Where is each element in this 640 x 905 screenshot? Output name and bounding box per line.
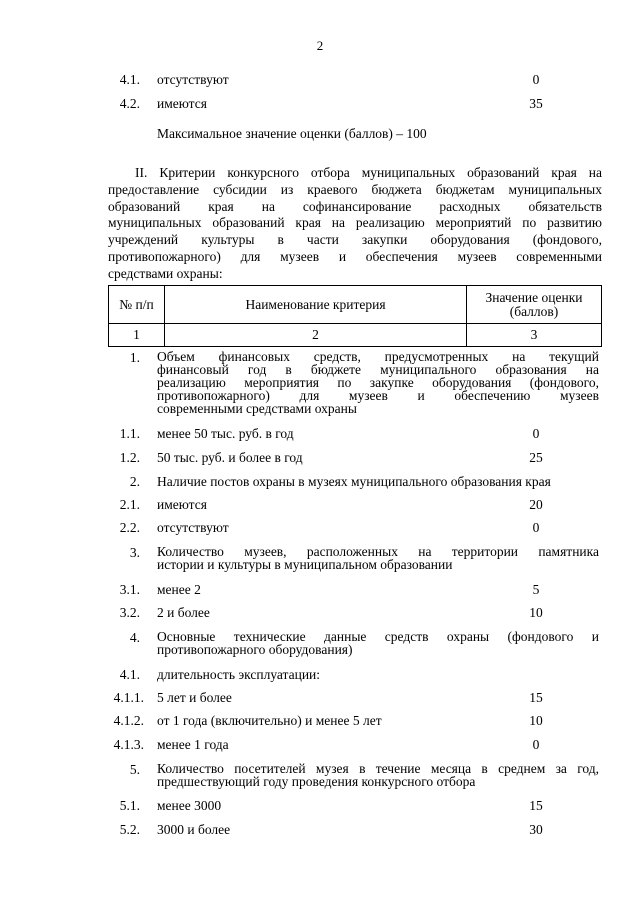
header-criterion: Наименование критерия bbox=[165, 286, 467, 324]
criteria-row-value: 0 bbox=[532, 520, 540, 535]
criteria-row-text: менее 1 года bbox=[157, 737, 229, 752]
criteria-row-text: менее 3000 bbox=[157, 798, 222, 813]
criteria-row-text: имеются bbox=[157, 497, 207, 512]
criteria-table-header bbox=[108, 285, 602, 347]
header-number: № п/п bbox=[109, 286, 165, 324]
criteria-row-number: 4.1.1. bbox=[113, 690, 144, 705]
top-row-number: 4.2. bbox=[119, 96, 140, 111]
top-row-text: имеются bbox=[157, 96, 207, 111]
criteria-row-text: отсутствуют bbox=[157, 520, 229, 535]
criteria-row-value: 15 bbox=[529, 798, 543, 813]
criteria-row-text: Наличие постов охраны в музеях муниципального образования края bbox=[157, 474, 551, 489]
criteria-row-number: 2.2. bbox=[119, 520, 140, 535]
criteria-row-text: 3000 и более bbox=[157, 822, 231, 837]
section-heading-line: муниципальных образований края на реализацию мероприятий по развитию bbox=[108, 215, 602, 231]
criteria-row-number: 4.1.2. bbox=[113, 713, 144, 728]
col-number-2: 2 bbox=[165, 324, 467, 347]
top-row-value: 35 bbox=[529, 96, 543, 111]
criteria-row-text: 5 лет и более bbox=[157, 690, 232, 705]
section-heading-line: предоставление субсидии из краевого бюджета бюджетам муниципальных bbox=[108, 181, 602, 197]
criteria-row-value: 0 bbox=[532, 426, 540, 441]
criteria-row-number: 1.2. bbox=[119, 450, 140, 465]
criteria-row-text: от 1 года (включительно) и менее 5 лет bbox=[157, 713, 382, 728]
criteria-row-number: 3.1. bbox=[119, 582, 140, 597]
section-heading-line: II. Критерии конкурсного отбора муниципальных образований края на bbox=[135, 165, 602, 180]
criteria-row-value: 10 bbox=[529, 713, 543, 728]
criteria-row-text: Объем финансовых средств, предусмотренных на текущий финансовый год в бюджете муниципального образования на реализацию мероприятия по закупке оборудования (фондового, противопожарного) для музеев и обеспечению музеев современными средствами охраны bbox=[157, 349, 599, 416]
criteria-row-text: менее 2 bbox=[157, 582, 201, 597]
criteria-row-number: 1.1. bbox=[119, 426, 140, 441]
criteria-row-value: 25 bbox=[529, 450, 543, 465]
section-heading-line: средствами охраны: bbox=[108, 265, 223, 281]
criteria-row-text: Количество музеев, расположенных на территории памятника истории и культуры в муниципальном образовании bbox=[157, 544, 599, 572]
criteria-row-value: 15 bbox=[529, 690, 543, 705]
criteria-row-value: 20 bbox=[529, 497, 543, 512]
criteria-row-number: 1. bbox=[129, 350, 140, 365]
top-row-value: 0 bbox=[532, 72, 540, 87]
criteria-row-text: Количество посетителей музея в течение месяца в среднем за год, предшествующий году проведения конкурсного отбора bbox=[157, 761, 599, 789]
criteria-row-number: 2. bbox=[129, 474, 140, 489]
section-heading bbox=[108, 165, 602, 283]
top-row-number: 4.1. bbox=[119, 72, 140, 87]
criteria-row-number: 3. bbox=[129, 545, 140, 560]
criteria-row-number: 5. bbox=[129, 762, 140, 777]
section-heading-line: противопожарного) для музеев и обеспечения музеев современными bbox=[108, 248, 602, 264]
criteria-row-value: 30 bbox=[529, 822, 543, 837]
criteria-row-number: 2.1. bbox=[119, 497, 140, 512]
criteria-row-text: 2 и более bbox=[157, 605, 210, 620]
section-heading-line: учреждений культуры в части закупки оборудования (фондового, bbox=[108, 232, 602, 248]
criteria-row-value: 5 bbox=[532, 582, 540, 597]
criteria-row-number: 5.1. bbox=[119, 798, 140, 813]
section-heading-line: образований края на софинансирование расходных обязательств bbox=[108, 198, 602, 214]
header-score: Значение оценки (баллов) bbox=[467, 286, 602, 324]
max-score-line: Максимальное значение оценки (баллов) – 100 bbox=[157, 126, 427, 141]
criteria-row-number: 5.2. bbox=[119, 822, 140, 837]
col-number-3: 3 bbox=[467, 324, 602, 347]
criteria-row-text: 50 тыс. руб. и более в год bbox=[157, 450, 303, 465]
criteria-row-number: 3.2. bbox=[119, 605, 140, 620]
criteria-row-number: 4. bbox=[129, 630, 140, 645]
criteria-row-text: менее 50 тыс. руб. в год bbox=[157, 426, 294, 441]
criteria-row-value: 0 bbox=[532, 737, 540, 752]
criteria-row-text: Основные технические данные средств охраны (фондового и противопожарного оборудования) bbox=[157, 629, 599, 657]
col-number-1: 1 bbox=[109, 324, 165, 347]
top-row-text: отсутствуют bbox=[157, 72, 229, 87]
criteria-row-value: 10 bbox=[529, 605, 543, 620]
page-number: 2 bbox=[316, 38, 324, 53]
criteria-row-text: длительность эксплуатации: bbox=[157, 667, 321, 682]
criteria-row-number: 4.1. bbox=[119, 667, 140, 682]
criteria-row-number: 4.1.3. bbox=[113, 737, 144, 752]
